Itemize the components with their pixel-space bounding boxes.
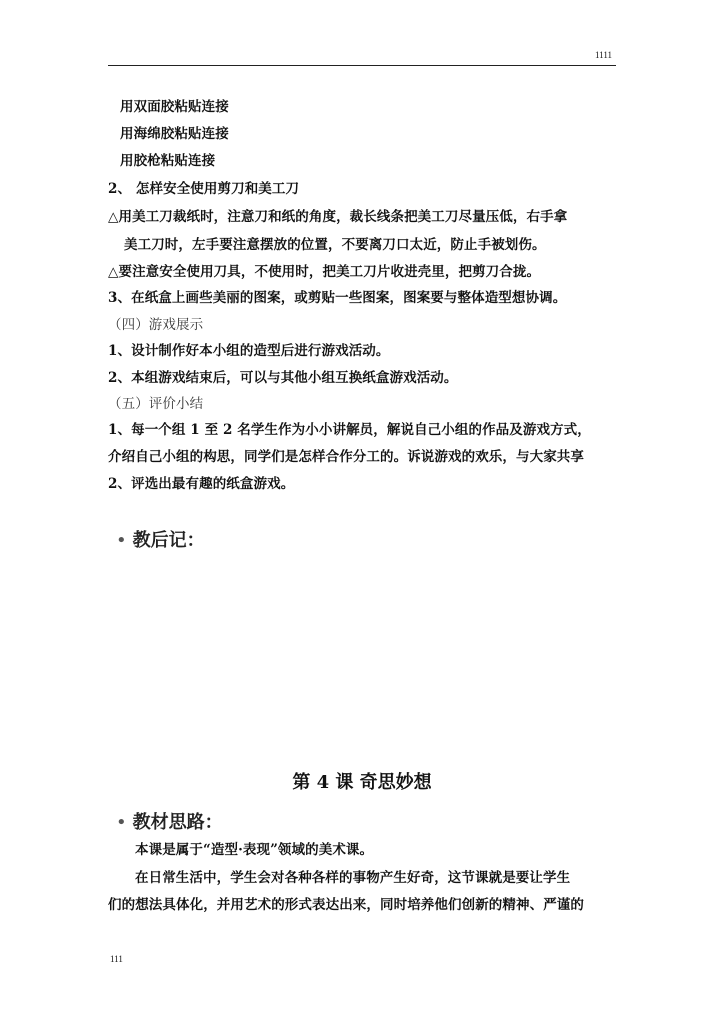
header-rule — [108, 65, 616, 66]
text-line: 用双面胶粘贴连接 — [120, 99, 229, 115]
lesson-title: 第 4 课 奇思妙想 — [292, 772, 432, 793]
text-line: 3、在纸盒上画些美丽的图案，或剪贴一些图案，图案要与整体造型想协调。 — [108, 290, 567, 306]
text-line: 1、每一个组 1 至 2 名学生作为小小讲解员，解说自己小组的作品及游戏方式， — [108, 422, 591, 438]
text-line: △用美工刀裁纸时，注意刀和纸的角度，裁长线条把美工刀尽量压低，右手拿 — [108, 209, 568, 225]
bullet-icon: • — [116, 530, 127, 551]
paragraph-line: 在日常生活中，学生会对各种各样的事物产生好奇，这节课就是要让学生 — [135, 870, 571, 886]
subsection-heading: （四）游戏展示 — [108, 317, 204, 333]
paragraph-line: 本课是属于“造型·表现”领域的美术课。 — [135, 842, 374, 858]
text-line: 介绍自己小组的构思，同学们是怎样合作分工的。诉说游戏的欢乐，与大家共享 — [108, 449, 584, 465]
text-line: 用胶枪粘贴连接 — [120, 153, 216, 169]
teaching-idea-label: 教材思路： — [132, 812, 223, 833]
text-line: 2、评选出最有趣的纸盒游戏。 — [108, 476, 295, 492]
text-line: 2、本组游戏结束后，可以与其他小组互换纸盒游戏活动。 — [108, 370, 458, 386]
paragraph-line: 们的想法具体化，并用艺术的形式表达出来，同时培养他们创新的精神、严谨的 — [108, 897, 584, 913]
teaching-idea-heading — [116, 808, 223, 834]
after-class-label: 教后记： — [132, 530, 205, 551]
text-line: 1、设计制作好本小组的造型后进行游戏活动。 — [108, 343, 390, 359]
text-line: 2、 怎样安全使用剪刀和美工刀 — [108, 181, 300, 197]
text-line: △要注意安全使用刀具，不使用时，把美工刀片收进壳里，把剪刀合拢。 — [108, 264, 541, 280]
after-class-heading — [116, 526, 205, 552]
bullet-icon: • — [116, 812, 127, 833]
text-line: 用海绵胶粘贴连接 — [120, 126, 229, 142]
footer-page-number: 111 — [110, 954, 123, 964]
text-line: 美工刀时，左手要注意摆放的位置，不要离刀口太近，防止手被划伤。 — [124, 237, 546, 253]
subsection-heading: （五）评价小结 — [108, 396, 204, 412]
header-page-number: 1111 — [595, 50, 612, 60]
